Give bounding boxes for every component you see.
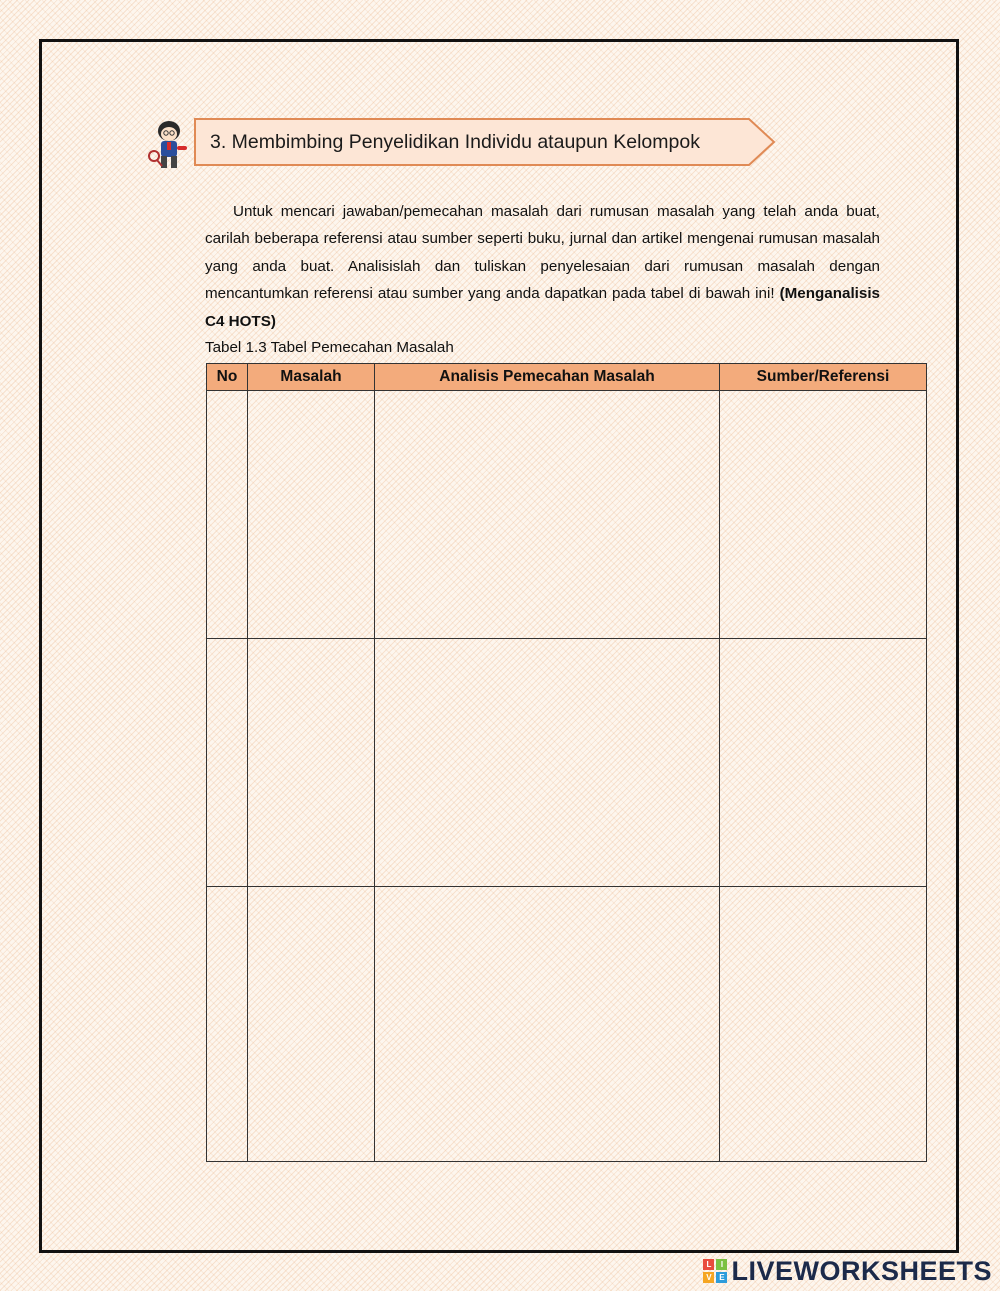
instruction-paragraph	[205, 198, 880, 335]
cell-no[interactable]	[207, 639, 248, 887]
instruction-emphasis: (Menganalisis C4 HOTS)	[205, 285, 880, 330]
cell-no[interactable]	[207, 391, 248, 639]
instruction-text: Untuk mencari jawaban/pemecahan masalah dari rumusan masalah yang telah anda buat, carilah beberapa referensi atau sumber seperti buku, jurnal dan artikel mengenai rumusan masalah yang anda buat. Analisislah dan tuliskan penyelesaian dari rumusan masalah dengan mencantumkan referensi atau sumber yang anda dapatkan pada tabel di bawah ini!	[205, 203, 880, 303]
brand-name: LIVEWORKSHEETS	[731, 1255, 992, 1286]
problem-solving-table	[206, 363, 927, 1162]
section-title: 3. Membimbing Penyelidikan Individu ataupun Kelompok	[210, 131, 700, 153]
cell-sumber[interactable]	[720, 639, 927, 887]
cell-masalah[interactable]	[248, 887, 375, 1162]
table-row	[207, 391, 927, 639]
cell-masalah[interactable]	[248, 391, 375, 639]
detective-mascot-icon	[146, 116, 196, 174]
table-row	[207, 639, 927, 887]
liveworksheets-logo-icon: L I V E	[703, 1259, 727, 1283]
table-header-row	[207, 364, 927, 391]
header-analisis: Analisis Pemecahan Masalah	[375, 364, 720, 391]
header-no: No	[207, 364, 248, 391]
cell-sumber[interactable]	[720, 887, 927, 1162]
table-caption: Tabel 1.3 Tabel Pemecahan Masalah	[205, 339, 454, 356]
liveworksheets-brand	[703, 1254, 992, 1288]
cell-masalah[interactable]	[248, 639, 375, 887]
cell-analisis[interactable]	[375, 639, 720, 887]
section-banner	[194, 118, 776, 166]
header-sumber: Sumber/Referensi	[720, 364, 927, 391]
header-masalah: Masalah	[248, 364, 375, 391]
cell-no[interactable]	[207, 887, 248, 1162]
cell-analisis[interactable]	[375, 391, 720, 639]
cell-analisis[interactable]	[375, 887, 720, 1162]
cell-sumber[interactable]	[720, 391, 927, 639]
table-row	[207, 887, 927, 1162]
